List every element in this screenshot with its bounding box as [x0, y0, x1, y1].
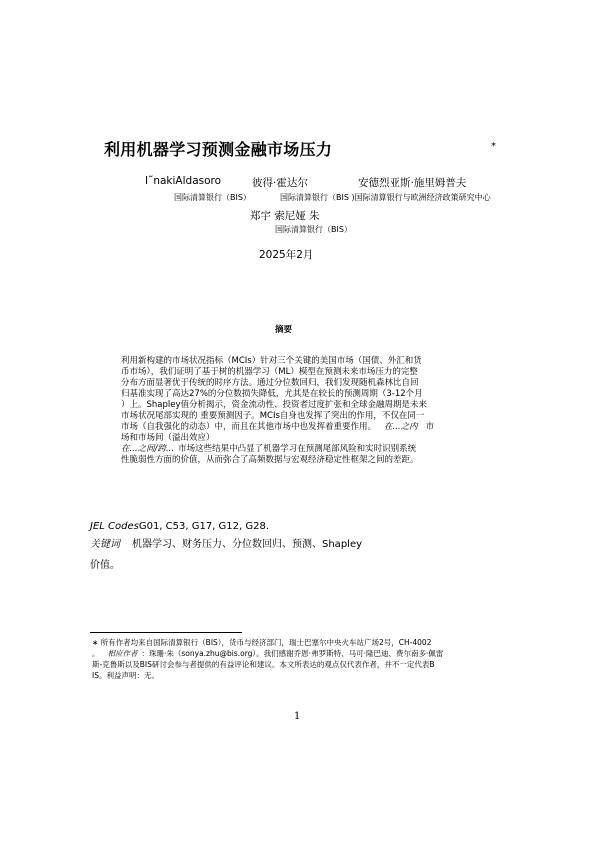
abstract-inline-term: 在...之内 [384, 422, 418, 432]
author-name: 安德烈亚斯·施里姆普夫 [358, 177, 467, 189]
footnote-label: 相应作者 [107, 649, 138, 658]
abstract-line: 性脆弱性方面的价值，从而弥合了高频数据与宏观经济稳定性框架之间的差距。 [121, 455, 419, 465]
footnote-line: IS。利益声明：无。 [92, 671, 159, 680]
keywords-text: 机器学习、财务压力、分位数回归、预测、Shapley [132, 539, 363, 550]
abstract-line: 利用新构建的市场状况指标（MCIs）针对三个关键的美国市场（国债、外汇和货 [121, 356, 422, 366]
paper-title: 利用机器学习预测金融市场压力 [104, 140, 333, 159]
publication-date: 2025年2月 [259, 249, 314, 261]
author-affiliation: 国际清算银行（BIS )国际清算银行与欧洲经济政策研究中心 [280, 193, 491, 202]
abstract-line: 分布方面显著优于传统的时序方法。通过分位数回归，我们发现随机森林比自回 [121, 378, 419, 388]
keywords-continuation: 价值。 [90, 560, 120, 571]
abstract-inline-term: 在...之间/跨... [121, 444, 175, 454]
jel-codes-line [90, 521, 269, 532]
abstract-line-text: 市场这些结果中凸显了机器学习在预测尾部风险和实时识别系统 [178, 444, 417, 454]
footnote-line: 斯-克鲁斯以及BIS研讨会参与者提供的有益评论和建议。本文所表达的观点仅代表作者，并不一定代表B [92, 660, 435, 669]
footnote-line-text: ：珠珊·朱（sonya.zhu@bis.org）。我们感谢乔恩·弗罗斯特、马可·隆巴迪、费尔南多·佩雷 [141, 649, 444, 658]
footnote-line [92, 648, 443, 659]
author-affiliation: 国际清算银行（BIS） [275, 225, 352, 234]
jel-codes: G01, C53, G17, G12, G28. [138, 521, 270, 532]
abstract-heading: 摘要 [275, 325, 293, 335]
footnote-line-text: 。 [92, 649, 100, 658]
jel-label: JEL Codes [90, 521, 139, 532]
abstract-line: 场和市场间（溢出效应） [121, 433, 215, 443]
author-name: I˜nakiAldasoro [145, 175, 222, 187]
keywords-label: 关键词 [90, 539, 120, 550]
footnote-line: ∗ 所有作者均来自国际清算银行（BIS），货币与经济部门，瑞士巴塞尔中央火车站广场2号，CH-4002 [92, 638, 432, 647]
abstract-line: ）上。Shapley值分析揭示，资金流动性、投资者过度扩张和全球金融周期是未来 [121, 400, 428, 410]
author-name: 彼得·霍达尔 [252, 177, 308, 189]
abstract-line-text: 市场（自我强化的动态）中，而且在其他市场中也发挥着重要作用。 [121, 422, 377, 432]
keywords-line [90, 535, 362, 550]
page-number: 1 [294, 711, 301, 722]
abstract-line: 归基准实现了高达27%的分位数损失降低，尤其是在较长的预测周期（3-12个月 [121, 389, 423, 399]
abstract-line: 市场状况尾部实现的 重要预测因子。MCIs自身也发挥了突出的作用，不仅在同一 [121, 411, 425, 421]
abstract-inline-suffix: 市 [425, 422, 435, 432]
author-affiliation: 国际清算银行（BIS） [174, 193, 251, 202]
footnote-rule [90, 632, 242, 633]
abstract-line: 币市场），我们证明了基于树的机器学习（ML）模型在预测未来市场压力的完整 [121, 367, 418, 377]
title-footnote-mark: * [491, 141, 496, 152]
author-name: 郑宇 索尼娅 朱 [250, 210, 320, 222]
